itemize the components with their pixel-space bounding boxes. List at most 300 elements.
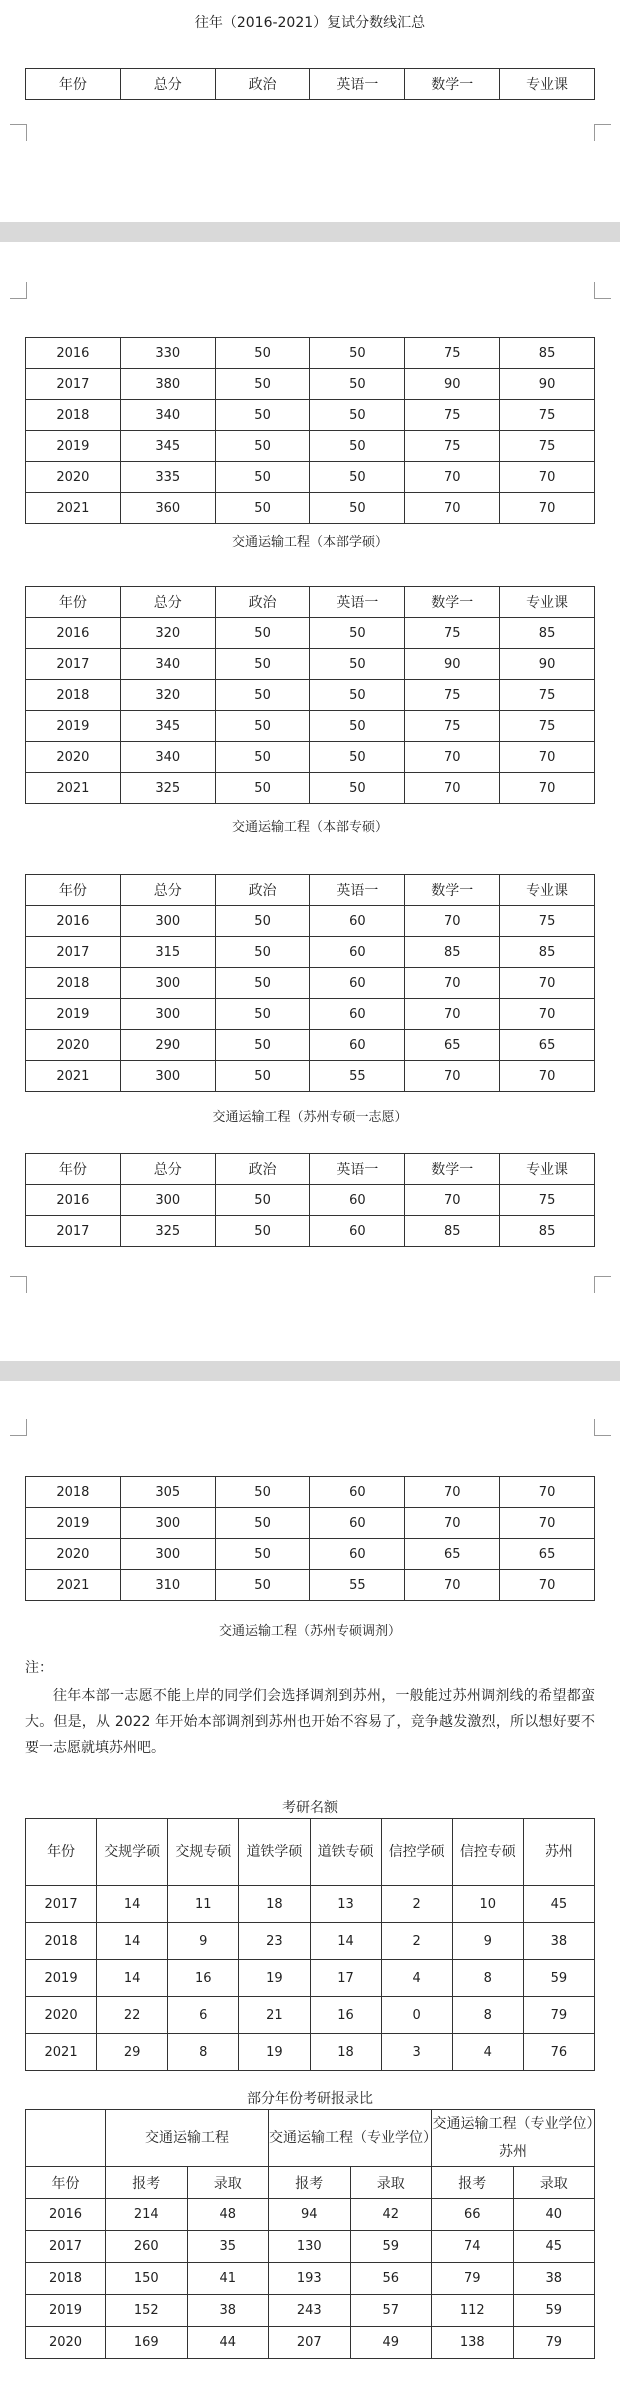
cell-year: 2016 — [26, 906, 121, 937]
header-col: 道铁专硕 — [310, 1819, 381, 1886]
cell-total: 340 — [120, 742, 215, 773]
cell: 214 — [106, 2199, 188, 2231]
cell-major: 75 — [500, 680, 595, 711]
cell: 45 — [513, 2231, 595, 2263]
header-admit: 录取 — [187, 2167, 269, 2199]
cell: 10 — [452, 1886, 523, 1923]
header-math: 数学一 — [405, 1154, 500, 1185]
cell-major: 90 — [500, 369, 595, 400]
cell-math: 70 — [405, 742, 500, 773]
document-title: 往年（2016-2021）复试分数线汇总 — [194, 15, 426, 31]
cell-major: 85 — [500, 338, 595, 369]
page-corner-mark — [594, 282, 611, 299]
table-header-row — [26, 587, 595, 618]
cell-math: 70 — [405, 1570, 500, 1601]
cell: 29 — [97, 2034, 168, 2071]
table-row — [26, 1185, 595, 1216]
header-year: 年份 — [26, 2167, 106, 2199]
cell-major: 75 — [500, 711, 595, 742]
header-year: 年份 — [26, 1819, 97, 1886]
table-row — [26, 1508, 595, 1539]
cell: 11 — [168, 1886, 239, 1923]
header-politics: 政治 — [215, 875, 310, 906]
header-major: 专业课 — [500, 69, 595, 100]
cell-politics: 50 — [215, 999, 310, 1030]
cell: 2019 — [26, 2295, 106, 2327]
cell: 2019 — [26, 1960, 97, 1997]
cell: 79 — [432, 2263, 514, 2295]
page-corner-mark — [594, 1419, 611, 1436]
cell-total: 345 — [120, 431, 215, 462]
table-row — [26, 1923, 595, 1960]
score-table-block4b — [25, 1476, 595, 1601]
cell-math: 70 — [405, 999, 500, 1030]
cell: 9 — [452, 1923, 523, 1960]
table-row — [26, 1570, 595, 1601]
header-col: 道铁学硕 — [239, 1819, 310, 1886]
cell-english: 60 — [310, 1477, 405, 1508]
page-corner-mark — [10, 1276, 27, 1293]
header-group: 交通运输工程（专业学位）苏州 — [432, 2110, 595, 2167]
cell-major: 70 — [500, 1570, 595, 1601]
header-col: 交规专硕 — [168, 1819, 239, 1886]
cell-major: 85 — [500, 937, 595, 968]
cell: 74 — [432, 2231, 514, 2263]
cell: 18 — [310, 2034, 381, 2071]
cell-english: 50 — [310, 773, 405, 804]
cell-english: 50 — [310, 431, 405, 462]
cell: 152 — [106, 2295, 188, 2327]
cell-math: 75 — [405, 618, 500, 649]
cell-year: 2019 — [26, 1508, 121, 1539]
header-col: 交规学硕 — [97, 1819, 168, 1886]
cell-math: 65 — [405, 1030, 500, 1061]
cell: 2 — [381, 1886, 452, 1923]
cell-year: 2016 — [26, 618, 121, 649]
table-caption: 交通运输工程（苏州专硕一志愿） — [212, 1110, 408, 1125]
cell: 2020 — [26, 1997, 97, 2034]
cell-major: 70 — [500, 742, 595, 773]
cell: 59 — [523, 1960, 594, 1997]
cell-math: 70 — [405, 1061, 500, 1092]
header-english: 英语一 — [310, 1154, 405, 1185]
cell: 4 — [381, 1960, 452, 1997]
cell-total: 325 — [120, 773, 215, 804]
cell-math: 90 — [405, 649, 500, 680]
cell: 0 — [381, 1997, 452, 2034]
cell-english: 50 — [310, 400, 405, 431]
cell-politics: 50 — [215, 400, 310, 431]
cell-total: 345 — [120, 711, 215, 742]
score-header-table — [25, 68, 595, 100]
cell-year: 2021 — [26, 493, 121, 524]
header-major: 专业课 — [500, 875, 595, 906]
cell-math: 70 — [405, 968, 500, 999]
cell: 40 — [513, 2199, 595, 2231]
cell-total: 340 — [120, 649, 215, 680]
cell-politics: 50 — [215, 1539, 310, 1570]
cell-math: 90 — [405, 369, 500, 400]
cell: 193 — [269, 2263, 351, 2295]
header-apply: 报考 — [106, 2167, 188, 2199]
cell-year: 2020 — [26, 1539, 121, 1570]
table-header-row — [26, 875, 595, 906]
cell: 6 — [168, 1997, 239, 2034]
page-corner-mark — [10, 282, 27, 299]
cell-english: 50 — [310, 369, 405, 400]
cell-english: 50 — [310, 711, 405, 742]
table-row — [26, 711, 595, 742]
cell-english: 50 — [310, 338, 405, 369]
cell-politics: 50 — [215, 773, 310, 804]
cell-year: 2017 — [26, 1216, 121, 1247]
cell-total: 320 — [120, 618, 215, 649]
cell: 16 — [310, 1997, 381, 2034]
page-corner-mark — [594, 1276, 611, 1293]
cell-year: 2018 — [26, 400, 121, 431]
cell-year: 2019 — [26, 999, 121, 1030]
header-group: 交通运输工程 — [106, 2110, 269, 2167]
table-row — [26, 906, 595, 937]
cell-total: 300 — [120, 1508, 215, 1539]
cell-major: 70 — [500, 462, 595, 493]
cell-year: 2016 — [26, 338, 121, 369]
table-row — [26, 400, 595, 431]
cell-politics: 50 — [215, 649, 310, 680]
header-total: 总分 — [120, 69, 215, 100]
cell-major: 70 — [500, 999, 595, 1030]
header-admit: 录取 — [350, 2167, 432, 2199]
table-row — [26, 618, 595, 649]
header-year: 年份 — [26, 1154, 121, 1185]
cell: 21 — [239, 1997, 310, 2034]
table-row — [26, 1997, 595, 2034]
cell: 48 — [187, 2199, 269, 2231]
page-break — [0, 222, 620, 242]
header-col: 信控专硕 — [452, 1819, 523, 1886]
cell-year: 2018 — [26, 1477, 121, 1508]
cell-english: 60 — [310, 968, 405, 999]
ratio-title: 部分年份考研报录比 — [247, 2091, 373, 2107]
cell-english: 60 — [310, 1216, 405, 1247]
cell-english: 50 — [310, 462, 405, 493]
table-row — [26, 1030, 595, 1061]
header-math: 数学一 — [405, 69, 500, 100]
cell-english: 50 — [310, 649, 405, 680]
cell: 17 — [310, 1960, 381, 1997]
cell: 8 — [168, 2034, 239, 2071]
table-row — [26, 369, 595, 400]
cell-total: 305 — [120, 1477, 215, 1508]
table-row — [26, 1477, 595, 1508]
cell-year: 2018 — [26, 680, 121, 711]
quota-title: 考研名额 — [282, 1800, 338, 1816]
cell-major: 85 — [500, 618, 595, 649]
cell: 94 — [269, 2199, 351, 2231]
cell-english: 50 — [310, 742, 405, 773]
cell-major: 70 — [500, 773, 595, 804]
cell-politics: 50 — [215, 1061, 310, 1092]
cell-math: 70 — [405, 906, 500, 937]
cell-math: 75 — [405, 711, 500, 742]
cell: 16 — [168, 1960, 239, 1997]
cell-major: 70 — [500, 1061, 595, 1092]
header-english: 英语一 — [310, 875, 405, 906]
cell: 38 — [523, 1923, 594, 1960]
cell-major: 75 — [500, 906, 595, 937]
page-corner-mark — [10, 1419, 27, 1436]
cell-total: 335 — [120, 462, 215, 493]
table-row — [26, 1061, 595, 1092]
table-row — [26, 338, 595, 369]
cell-major: 85 — [500, 1216, 595, 1247]
cell: 243 — [269, 2295, 351, 2327]
cell: 260 — [106, 2231, 188, 2263]
header-total: 总分 — [120, 875, 215, 906]
header-apply: 报考 — [269, 2167, 351, 2199]
cell: 38 — [187, 2295, 269, 2327]
cell-english: 60 — [310, 1185, 405, 1216]
cell: 59 — [350, 2231, 432, 2263]
table-header-row — [26, 1154, 595, 1185]
cell: 35 — [187, 2231, 269, 2263]
cell-total: 320 — [120, 680, 215, 711]
cell: 45 — [523, 1886, 594, 1923]
header-admit: 录取 — [513, 2167, 595, 2199]
cell-total: 290 — [120, 1030, 215, 1061]
table-row — [26, 493, 595, 524]
table-row — [26, 431, 595, 462]
table-row — [26, 1960, 595, 1997]
cell: 207 — [269, 2327, 351, 2359]
cell-math: 85 — [405, 1216, 500, 1247]
quota-table — [25, 1818, 595, 2071]
cell: 14 — [97, 1923, 168, 1960]
table-row — [26, 2263, 595, 2295]
cell-total: 360 — [120, 493, 215, 524]
cell-politics: 50 — [215, 338, 310, 369]
table-header-row — [26, 69, 595, 100]
cell-major: 75 — [500, 431, 595, 462]
table-caption: 交通运输工程（本部专硕） — [231, 820, 388, 835]
table-row — [26, 999, 595, 1030]
cell: 150 — [106, 2263, 188, 2295]
cell: 44 — [187, 2327, 269, 2359]
cell-politics: 50 — [215, 462, 310, 493]
table-row — [26, 968, 595, 999]
cell-major: 70 — [500, 493, 595, 524]
header-math: 数学一 — [405, 587, 500, 618]
cell: 2016 — [26, 2199, 106, 2231]
cell-year: 2019 — [26, 711, 121, 742]
cell: 23 — [239, 1923, 310, 1960]
header-year: 年份 — [26, 587, 121, 618]
cell-math: 85 — [405, 937, 500, 968]
header-major: 专业课 — [500, 587, 595, 618]
cell-year: 2017 — [26, 649, 121, 680]
cell-major: 70 — [500, 1508, 595, 1539]
cell: 2017 — [26, 1886, 97, 1923]
header-year: 年份 — [26, 875, 121, 906]
cell: 138 — [432, 2327, 514, 2359]
header-apply: 报考 — [432, 2167, 514, 2199]
cell: 9 — [168, 1923, 239, 1960]
table-caption: 交通运输工程（苏州专硕调剂） — [218, 1624, 401, 1639]
score-table-block3 — [25, 874, 595, 1092]
cell-major: 65 — [500, 1539, 595, 1570]
cell-total: 315 — [120, 937, 215, 968]
table-row — [26, 1886, 595, 1923]
cell-politics: 50 — [215, 431, 310, 462]
cell: 14 — [97, 1960, 168, 1997]
table-row — [26, 649, 595, 680]
cell-year: 2016 — [26, 1185, 121, 1216]
header-col: 苏州 — [523, 1819, 594, 1886]
cell: 112 — [432, 2295, 514, 2327]
cell-total: 300 — [120, 906, 215, 937]
cell-total: 300 — [120, 1539, 215, 1570]
score-table-block2 — [25, 586, 595, 804]
cell-year: 2019 — [26, 431, 121, 462]
cell-english: 50 — [310, 680, 405, 711]
cell-total: 300 — [120, 1185, 215, 1216]
cell-math: 70 — [405, 493, 500, 524]
cell: 4 — [452, 2034, 523, 2071]
cell: 14 — [97, 1886, 168, 1923]
cell-english: 60 — [310, 937, 405, 968]
cell-politics: 50 — [215, 1216, 310, 1247]
cell-year: 2017 — [26, 937, 121, 968]
cell-year: 2021 — [26, 1061, 121, 1092]
header-english: 英语一 — [310, 69, 405, 100]
cell: 56 — [350, 2263, 432, 2295]
cell-math: 70 — [405, 773, 500, 804]
header-col: 信控学硕 — [381, 1819, 452, 1886]
cell-math: 75 — [405, 680, 500, 711]
cell-english: 60 — [310, 1508, 405, 1539]
table-row — [26, 462, 595, 493]
cell-total: 325 — [120, 1216, 215, 1247]
page-corner-mark — [594, 124, 611, 141]
cell-major: 75 — [500, 400, 595, 431]
cell-politics: 50 — [215, 1030, 310, 1061]
cell: 19 — [239, 2034, 310, 2071]
table-row — [26, 2199, 595, 2231]
cell-politics: 50 — [215, 680, 310, 711]
cell: 14 — [310, 1923, 381, 1960]
cell-politics: 50 — [215, 369, 310, 400]
cell-english: 60 — [310, 1030, 405, 1061]
cell-english: 50 — [310, 618, 405, 649]
cell-major: 70 — [500, 968, 595, 999]
table-row — [26, 742, 595, 773]
cell-math: 70 — [405, 1508, 500, 1539]
table-row — [26, 1216, 595, 1247]
cell-total: 310 — [120, 1570, 215, 1601]
cell: 169 — [106, 2327, 188, 2359]
cell-total: 300 — [120, 1061, 215, 1092]
cell-math: 70 — [405, 462, 500, 493]
cell: 2021 — [26, 2034, 97, 2071]
cell: 2020 — [26, 2327, 106, 2359]
cell-year: 2020 — [26, 1030, 121, 1061]
ratio-table — [25, 2109, 595, 2359]
cell-politics: 50 — [215, 742, 310, 773]
cell: 41 — [187, 2263, 269, 2295]
cell-math: 75 — [405, 431, 500, 462]
table-header-row — [26, 2110, 595, 2167]
cell-politics: 50 — [215, 906, 310, 937]
cell-year: 2017 — [26, 369, 121, 400]
cell-politics: 50 — [215, 493, 310, 524]
cell: 8 — [452, 1960, 523, 1997]
cell: 18 — [239, 1886, 310, 1923]
cell-total: 330 — [120, 338, 215, 369]
cell: 2017 — [26, 2231, 106, 2263]
cell-english: 55 — [310, 1570, 405, 1601]
cell: 79 — [523, 1997, 594, 2034]
cell: 19 — [239, 1960, 310, 1997]
cell: 2018 — [26, 2263, 106, 2295]
score-table-block1 — [25, 337, 595, 524]
cell-politics: 50 — [215, 1508, 310, 1539]
header-math: 数学一 — [405, 875, 500, 906]
table-row — [26, 2295, 595, 2327]
header-group: 交通运输工程（专业学位） — [269, 2110, 432, 2167]
page-corner-mark — [10, 124, 27, 141]
cell-politics: 50 — [215, 618, 310, 649]
note-paragraph: 往年本部一志愿不能上岸的同学们会选择调剂到苏州，一般能过苏州调剂线的希望都蛮大。但是，从 2022 年开始本部调剂到苏州也开始不容易了，竞争越发激烈，所以想好要不要一志愿就填苏州吧。 — [25, 1688, 595, 1756]
cell: 59 — [513, 2295, 595, 2327]
cell-total: 300 — [120, 999, 215, 1030]
header-total: 总分 — [120, 1154, 215, 1185]
cell-english: 60 — [310, 906, 405, 937]
table-caption: 交通运输工程（本部学硕） — [231, 535, 388, 550]
table-row — [26, 2231, 595, 2263]
cell-major: 75 — [500, 1185, 595, 1216]
cell: 13 — [310, 1886, 381, 1923]
cell-politics: 50 — [215, 968, 310, 999]
header-politics: 政治 — [215, 69, 310, 100]
cell: 57 — [350, 2295, 432, 2327]
cell: 22 — [97, 1997, 168, 2034]
cell: 66 — [432, 2199, 514, 2231]
header-english: 英语一 — [310, 587, 405, 618]
cell-politics: 50 — [215, 937, 310, 968]
cell: 76 — [523, 2034, 594, 2071]
cell-major: 90 — [500, 649, 595, 680]
cell: 2 — [381, 1923, 452, 1960]
cell: 130 — [269, 2231, 351, 2263]
header-empty — [26, 2110, 106, 2167]
cell-major: 65 — [500, 1030, 595, 1061]
cell-math: 65 — [405, 1539, 500, 1570]
cell-politics: 50 — [215, 711, 310, 742]
page-break — [0, 1361, 620, 1381]
table-row — [26, 2034, 595, 2071]
note-label: 注： — [25, 1660, 53, 1676]
table-row — [26, 773, 595, 804]
header-major: 专业课 — [500, 1154, 595, 1185]
cell-politics: 50 — [215, 1570, 310, 1601]
header-total: 总分 — [120, 587, 215, 618]
cell-math: 70 — [405, 1477, 500, 1508]
cell-english: 55 — [310, 1061, 405, 1092]
header-politics: 政治 — [215, 1154, 310, 1185]
cell-english: 60 — [310, 1539, 405, 1570]
cell-politics: 50 — [215, 1185, 310, 1216]
cell-english: 60 — [310, 999, 405, 1030]
